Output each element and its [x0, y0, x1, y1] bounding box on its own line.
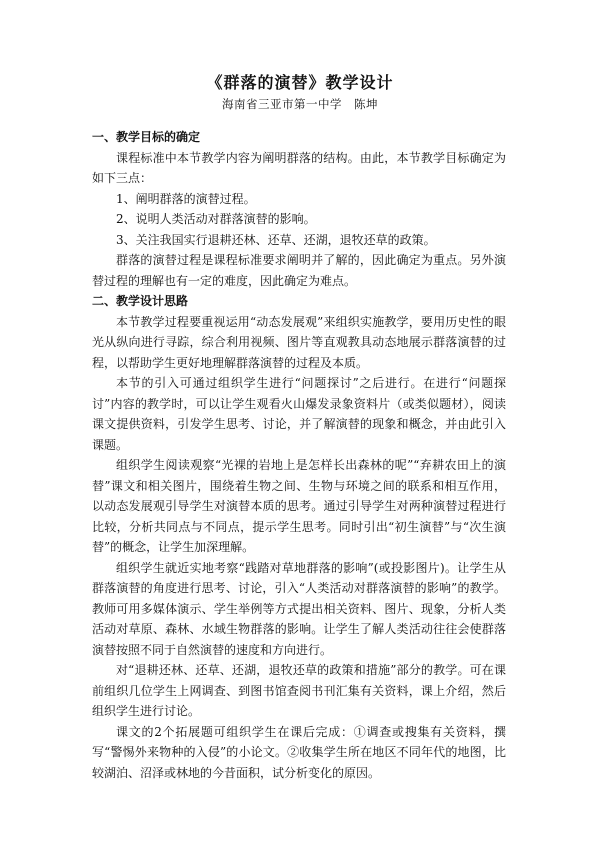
body-paragraph: 对“退耕还林、还草、还湖，退牧还草的政策和措施”部分的教学。可在课前组织几位学生上网调查、到图书馆查阅书刊汇集有关资料，课上介绍，然后组织学生进行讨论。 [92, 663, 506, 718]
section-heading-design: 二、教学设计思路 [92, 294, 189, 308]
list-item: 2、说明人类活动对群落演替的影响。 [116, 212, 316, 226]
body-paragraph: 组织学生阅读观察“光裸的岩地上是怎样长出森林的呢”“弃耕农田上的演替”课文和相关图片，围绕着生物之间、生物与环境之间的联系和相互作用，以动态发展观引导学生对演替本质的思考。通过引导学生对两种演替过程进行比较，分析共同点与不同点，提示学生思考。同时引出“初生演替”与“次生演替”的概念，让学生加深理解。 [92, 458, 506, 554]
document-title: 《群落的演替》教学设计 [206, 73, 394, 92]
document-body [92, 127, 506, 783]
list-item: 3、关注我国实行退耕还林、还草、还湖，退牧还草的政策。 [116, 232, 436, 247]
body-paragraph: 本节的引入可通过组织学生进行“问题探讨”之后进行。在进行“问题探讨”内容的教学时，可以让学生观看火山爆发录象资料片（或类似题材），阅读课文提供资料，引发学生思考、讨论，并了解演替的现象和概念，并由此引入课题。 [92, 376, 506, 452]
body-paragraph: 课程标准中本节教学内容为阐明群落的结构。由此，本节教学目标确定为如下三点： [92, 150, 506, 185]
list-item: 1、阐明群落的演替过程。 [116, 191, 256, 206]
body-paragraph: 组织学生就近实地考察“践踏对草地群落的影响”(或投影图片)。让学生从群落演替的角度进行思考、讨论，引入“人类活动对群落演替的影响”的教学。教师可用多媒体演示、学生举例等方式提出相关资料、图片、现象，分析人类活动对草原、森林、水域生物群落的影响。让学生了解人类活动往往会使群落演替按照不同于自然演替的速度和方向进行。 [92, 560, 506, 657]
author-line: 海南省三亚市第一中学 陈坤 [222, 97, 378, 111]
body-paragraph: 群落的演替过程是课程标准要求阐明并了解的，因此确定为重点。另外演替过程的理解也有一定的难度，因此确定为难点。 [92, 253, 506, 288]
section-heading-objectives: 一、教学目标的确定 [92, 130, 201, 144]
body-paragraph: 课文的2个拓展题可组织学生在课后完成：①调查或搜集有关资料，撰写“警惕外来物种的入侵”的小论文。②收集学生所在地区不同年代的地图，比较湖泊、沼泽或林地的今昔面积，试分析变化的原因。 [92, 724, 506, 780]
body-paragraph: 本节教学过程要重视运用“动态发展观”来组织实施教学，要用历史性的眼光从纵向进行寻踪，综合利用视频、图片等直观教具动态地展示群落演替的过程，以帮助学生更好地理解群落演替的过程及本质。 [92, 314, 506, 370]
